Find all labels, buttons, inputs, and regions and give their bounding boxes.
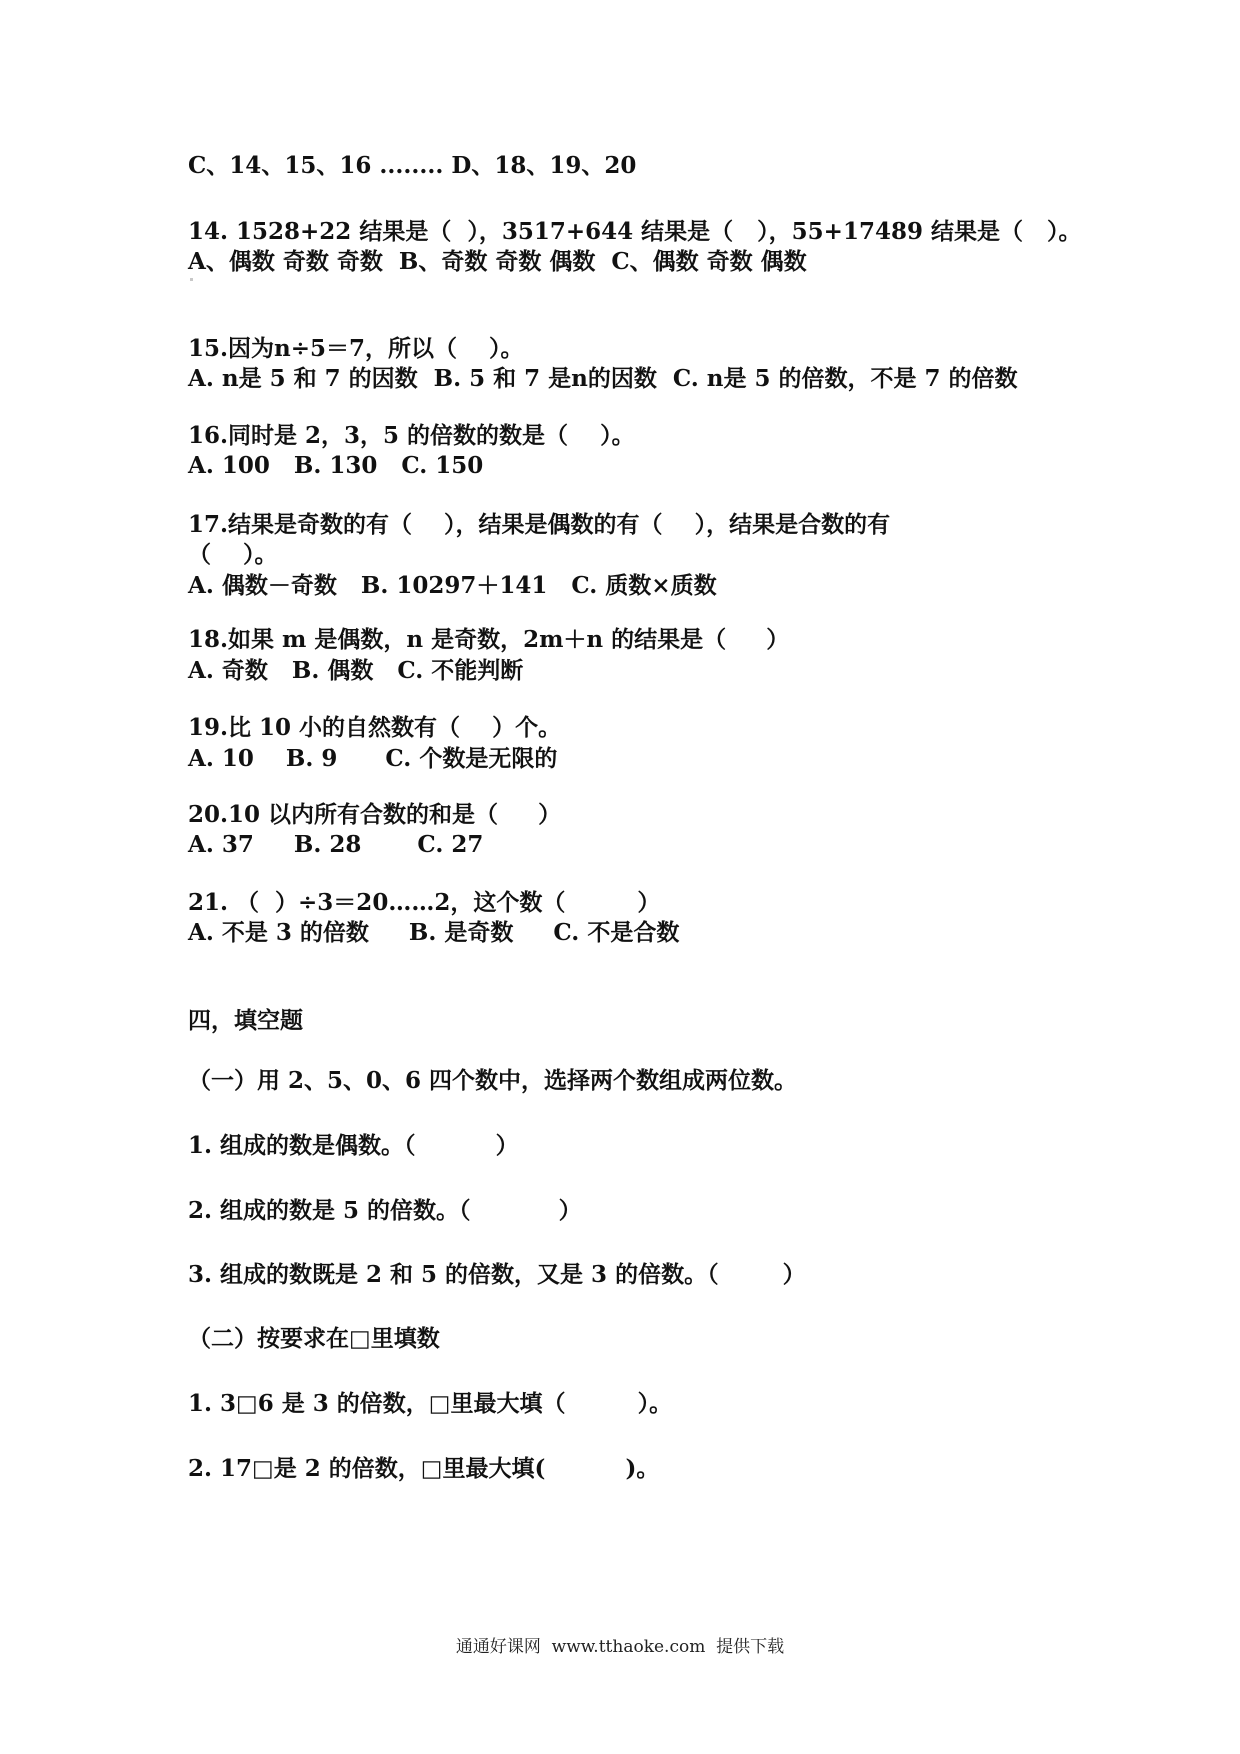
q18-question: 18.如果 m 是偶数，n 是奇数，2m＋n 的结果是（ ） xyxy=(188,626,790,653)
part-two-instruction: （二）按要求在□里填数 xyxy=(188,1325,440,1352)
q21-options: A. 不是 3 的倍数 B. 是奇数 C. 不是合数 xyxy=(188,919,680,946)
q13-options-cd: C、14、15、16 ........ D、18、19、20 xyxy=(188,152,637,179)
part-one-item-2: 2. 组成的数是 5 的倍数。（ ） xyxy=(188,1197,582,1224)
q14-question: 14. 1528+22 结果是（ ），3517+644 结果是（ ），55+17489 结果是（ ）。 xyxy=(188,218,1082,245)
part-two-item-1: 1. 3□6 是 3 的倍数，□里最大填（ ）。 xyxy=(188,1390,673,1417)
part-two-item-2: 2. 17□是 2 的倍数，□里最大填( )。 xyxy=(188,1455,660,1482)
q18-options: A. 奇数 B. 偶数 C. 不能判断 xyxy=(188,657,524,684)
q15-question: 15.因为n÷5＝7，所以（ ）。 xyxy=(188,335,524,362)
q17-question-cont: （ ）。 xyxy=(188,541,278,568)
q17-question: 17.结果是奇数的有（ ），结果是偶数的有（ ），结果是合数的有 xyxy=(188,511,891,538)
q16-question: 16.同时是 2，3，5 的倍数的数是（ ）。 xyxy=(188,422,635,449)
q19-question: 19.比 10 小的自然数有（ ）个。 xyxy=(188,714,562,741)
q15-options: A. n是 5 和 7 的因数 B. 5 和 7 是n的因数 C. n是 5 的倍数，不是 7 的倍数 xyxy=(188,365,1018,392)
q17-options: A. 偶数－奇数 B. 10297＋141 C. 质数×质数 xyxy=(188,572,717,599)
q20-options: A. 37 B. 28 C. 27 xyxy=(188,831,484,858)
part-one-instruction: （一）用 2、5、0、6 四个数中，选择两个数组成两位数。 xyxy=(188,1067,798,1094)
margin-dot xyxy=(190,278,193,281)
q21-question: 21. （ ）÷3＝20……2，这个数（ ） xyxy=(188,889,661,916)
part-one-item-3: 3. 组成的数既是 2 和 5 的倍数，又是 3 的倍数。（ ） xyxy=(188,1261,806,1288)
q19-options: A. 10 B. 9 C. 个数是无限的 xyxy=(188,745,558,772)
q20-question: 20.10 以内所有合数的和是（ ） xyxy=(188,801,562,828)
footer-credit: 通通好课网 www.tthaoke.com 提供下载 xyxy=(455,1637,785,1657)
section-heading: 四，填空题 xyxy=(188,1007,303,1034)
q16-options: A. 100 B. 130 C. 150 xyxy=(188,452,484,479)
part-one-item-1: 1. 组成的数是偶数。（ ） xyxy=(188,1132,519,1159)
q14-options: A、偶数 奇数 奇数 B、奇数 奇数 偶数 C、偶数 奇数 偶数 xyxy=(188,248,807,275)
